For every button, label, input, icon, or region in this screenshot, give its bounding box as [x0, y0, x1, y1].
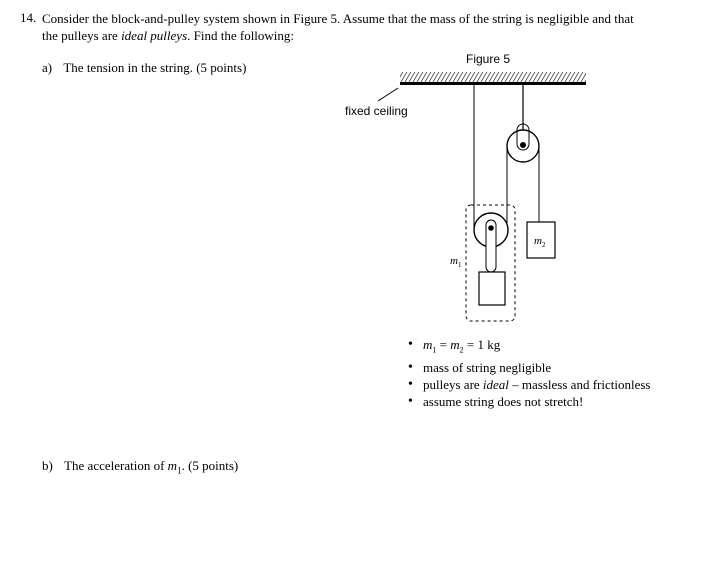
- ceiling-hatch: [400, 72, 586, 82]
- given-string-mass: • mass of string negligible: [408, 359, 650, 376]
- part-a-text: The tension in the string. (5 points): [63, 60, 247, 75]
- m1-label: $m_1$: [450, 255, 462, 269]
- question-line-1: Consider the block-and-pulley system shown in Figure 5. Assume that the mass of the string is negligible and that: [42, 11, 634, 26]
- figure-title: Figure 5: [466, 52, 511, 66]
- question-line-2: the pulleys are ideal pulleys. Find the following:: [42, 28, 295, 43]
- part-b-label: b): [42, 458, 53, 473]
- fixed-ceiling-label: fixed ceiling: [345, 104, 408, 118]
- given-ideal-pulleys: • pulleys are ideal – massless and frictionless: [408, 376, 650, 393]
- m2-label: $m_2$: [534, 235, 546, 249]
- part-b-text: The acceleration of $m_1$. (5 points): [64, 458, 239, 476]
- movable-pulley-axle: [488, 225, 494, 231]
- given-no-stretch: • assume string does not stretch!: [408, 393, 650, 410]
- question-number: 14.: [20, 10, 37, 25]
- givens-list: [408, 336, 650, 410]
- ceiling-arrow: [378, 88, 398, 101]
- block-m1: [479, 272, 505, 305]
- fixed-pulley-axle: [520, 142, 526, 148]
- ideal-pulleys-emphasis: ideal pulleys: [121, 28, 188, 43]
- given-masses: • $m_1 = m_2 = 1$ kg: [408, 336, 650, 359]
- part-a-label: a): [42, 60, 53, 75]
